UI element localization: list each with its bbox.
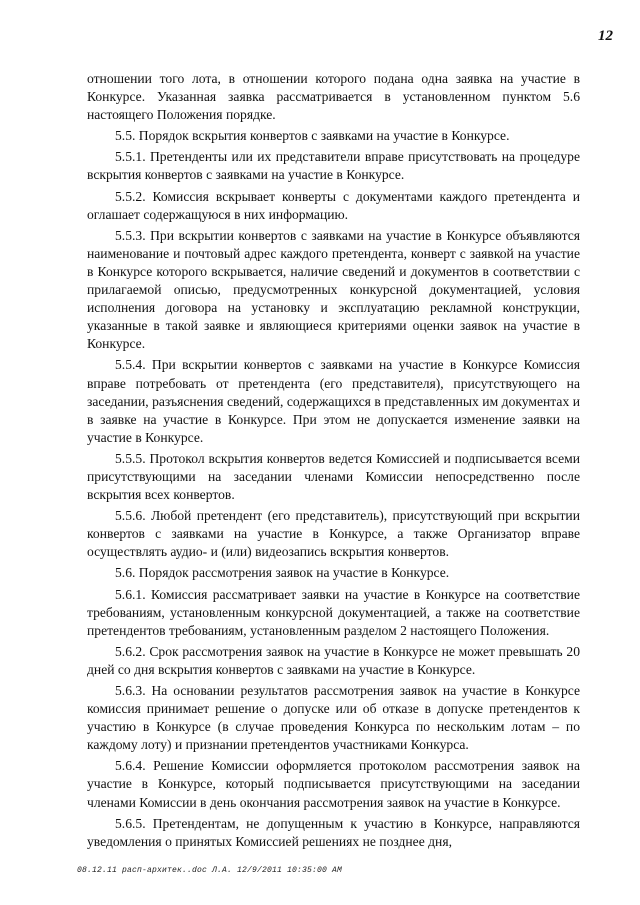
paragraph-5-6-3: 5.6.3. На основании результатов рассмотрения заявок на участие в Конкурсе комиссия принимает решение о допуске или об отказе в допуске претендентов к участию в Конкурсе (в случае проведения Конкурса по нескольким лотам – по каждому лоту) и признании претендентов участниками Конкурса. xyxy=(87,683,580,753)
section-heading-5-5: 5.5. Порядок вскрытия конвертов с заявками на участие в Конкурсе. xyxy=(115,128,510,144)
paragraph-5-5-6: 5.5.6. Любой претендент (его представитель), присутствующий при вскрытии конвертов с заявками на участие в Конкурсе, а также Организатор вправе осуществлять аудио- и (или) видеозапись вскрытия конвертов. xyxy=(87,508,580,560)
paragraph-5-6-5: 5.6.5. Претендентам, не допущенным к участию в Конкурсе, направляются уведомления о принятых Комиссией решениях не позднее дня, xyxy=(87,815,580,849)
paragraph-5-5-2: 5.5.2. Комиссия вскрывает конверты с документами каждого претендента и оглашает содержащуюся в них информацию. xyxy=(87,188,580,222)
document-footer: 08.12.11 расп-архитек..doc Л.А. 12/9/2011 10:35:00 AM xyxy=(77,866,343,875)
document-body xyxy=(87,70,580,854)
paragraph-5-5-5: 5.5.5. Протокол вскрытия конвертов ведется Комиссией и подписывается всеми присутствующими на заседании членами Комиссии непосредственно после вскрытия всех конвертов. xyxy=(87,450,580,503)
paragraph-5-5-3: 5.5.3. При вскрытии конвертов с заявками на участие в Конкурсе объявляются наименование и почтовый адрес каждого претендента, конверт с заявкой на участие в Конкурсе которого вскрывается, наличие сведений и документов в соответствии с прилагаемой описью, предусмотренных конкурсной документацией, условия исполнения договора на установку и эксплуатацию рекламной конструкции, указанные в такой заявке и являющиеся критериями оценки заявок на участие в Конкурсе. xyxy=(87,227,580,352)
paragraph-5-6-1: 5.6.1. Комиссия рассматривает заявки на участие в Конкурсе на соответствие требованиям, установленным конкурсной документацией, а также на соответствие претендентов требованиям, установленным разделом 2 настоящего Положения. xyxy=(87,586,580,638)
page-number: 12 xyxy=(598,28,613,44)
section-heading-5-6: 5.6. Порядок рассмотрения заявок на участие в Конкурсе. xyxy=(115,565,450,581)
paragraph-5-6-4: 5.6.4. Решение Комиссии оформляется протоколом рассмотрения заявок на участие в Конкурсе, который подписывается присутствующими на заседании членами Комиссии в день окончания рассмотрения заявок на участие в Конкурсе. xyxy=(87,758,580,810)
paragraph-continuation: отношении того лота, в отношении которого подана одна заявка на участие в Конкурсе. Указанная заявка рассматривается в установленном пунктом 5.6 настоящего Положения порядке. xyxy=(87,71,580,123)
paragraph-5-5-4: 5.5.4. При вскрытии конвертов с заявками на участие в Конкурсе Комиссия вправе потребовать от претендента (его представителя), присутствующего на заседании, разъяснения сведений, содержащихся в представленных им документах и в заявке на участие в Конкурсе. При этом не допускается изменение заявки на участие в Конкурсе. xyxy=(87,357,580,445)
paragraph-5-5-1: 5.5.1. Претенденты или их представители вправе присутствовать на процедуре вскрытия конвертов с заявками на участие в Конкурсе. xyxy=(87,149,580,183)
paragraph-5-6-2: 5.6.2. Срок рассмотрения заявок на участие в Конкурсе не может превышать 20 дней со дня вскрытия конвертов с заявками на участие в Конкурсе. xyxy=(87,643,580,677)
